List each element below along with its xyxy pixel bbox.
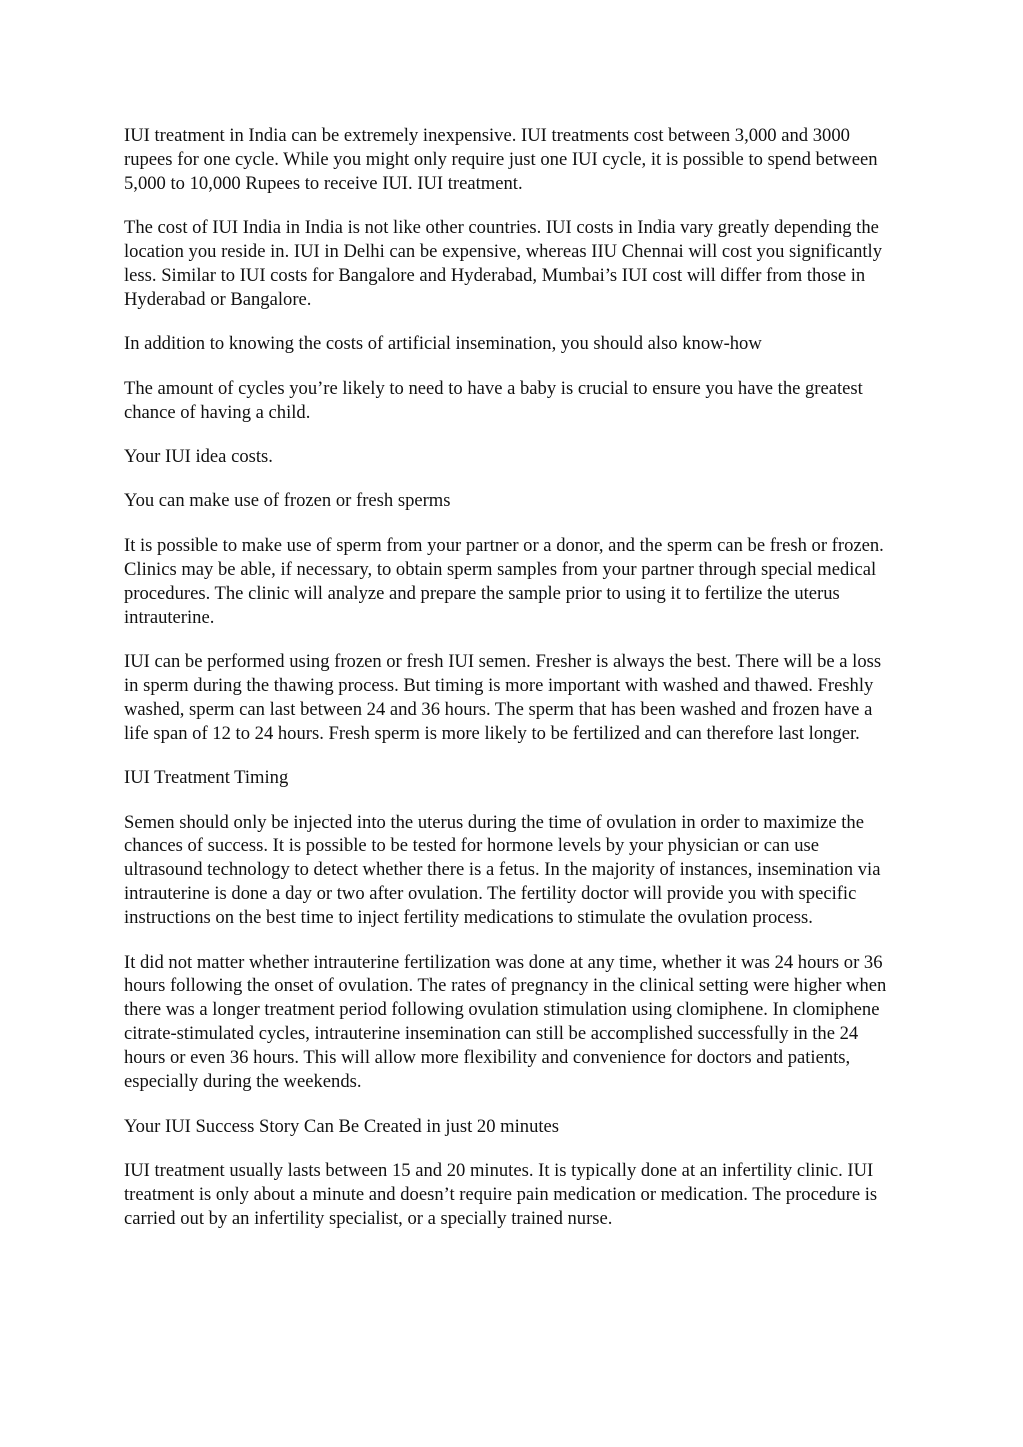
paragraph-frozen-vs-fresh: IUI can be performed using frozen or fresh IUI semen. Fresher is always the best. There will be a loss in sperm during the thawing process. But timing is more important with washed and thawed. Freshly washed, sperm can last between 24 and 36 hours. The sperm that has been washed and frozen have a life span of 12 to 24 hours. Fresh sperm is more likely to be fertilized and can therefore last longer. [124,651,882,744]
paragraph-cost-by-city: The cost of IUI India in India is not like other countries. IUI costs in India vary greatly depending the location you reside in. IUI in Delhi can be expensive, whereas IIU Chennai will cost you significantly less. Similar to IUI costs for Bangalore and Hyderabad, Mumbai’s IUI cost will differ from those in Hyderabad or Bangalore. [124,217,883,310]
paragraph-number-of-cycles: The amount of cycles you’re likely to need to have a baby is crucial to ensure you have the greatest chance of having a child. [124,377,863,423]
paragraph-clomiphene-study: It did not matter whether intrauterine fertilization was done at any time, whether it was 24 hours or 36 hours following the onset of ovulation. The rates of pregnancy in the clinical setting were higher when there was a longer treatment period following ovulation stimulation using clomiphene. In clomiphene citrate-stimulated cycles, intrauterine insemination can still be accomplished successfully in the 24 hours or even 36 hours. This will allow more flexibility and convenience for doctors and patients, especially during the weekends. [124,951,887,1093]
paragraph-idea-costs: Your IUI idea costs. [124,446,273,468]
paragraph-procedure-duration: IUI treatment usually lasts between 15 and 20 minutes. It is typically done at an infertility clinic. IUI treatment is only about a minute and doesn’t require pain medication or medication. The procedure is carried out by an infertility specialist, or a specially trained nurse. [124,1159,878,1229]
heading-success-story: Your IUI Success Story Can Be Created in just 20 minutes [124,1115,560,1137]
paragraph-ovulation-timing: Semen should only be injected into the uterus during the time of ovulation in order to maximize the chances of success. It is possible to be tested for hormone levels by your physician or can use ultrasound technology to detect whether there is a fetus. In the majority of instances, insemination via intrauterine is done a day or two after ovulation. The fertility doctor will provide you with specific instructions on the best time to inject fertility medications to stimulate the ovulation process. [124,811,881,929]
heading-treatment-timing: IUI Treatment Timing [124,767,289,789]
paragraph-know-how: In addition to knowing the costs of artificial insemination, you should also know-how [124,333,762,355]
document-page [124,124,899,1251]
paragraph-iui-cost-india: IUI treatment in India can be extremely inexpensive. IUI treatments cost between 3,000 and 3000 rupees for one cycle. While you might only require just one IUI cycle, it is possible to spend between 5,000 to 10,000 Rupees to receive IUI. IUI treatment. [124,125,878,194]
heading-frozen-or-fresh: You can make use of frozen or fresh sperms [124,490,451,512]
paragraph-sperm-source: It is possible to make use of sperm from your partner or a donor, and the sperm can be fresh or frozen. Clinics may be able, if necessary, to obtain sperm samples from your partner through special medical procedures. The clinic will analyze and prepare the sample prior to using it to fertilize the uterus intrauterine. [124,534,884,628]
